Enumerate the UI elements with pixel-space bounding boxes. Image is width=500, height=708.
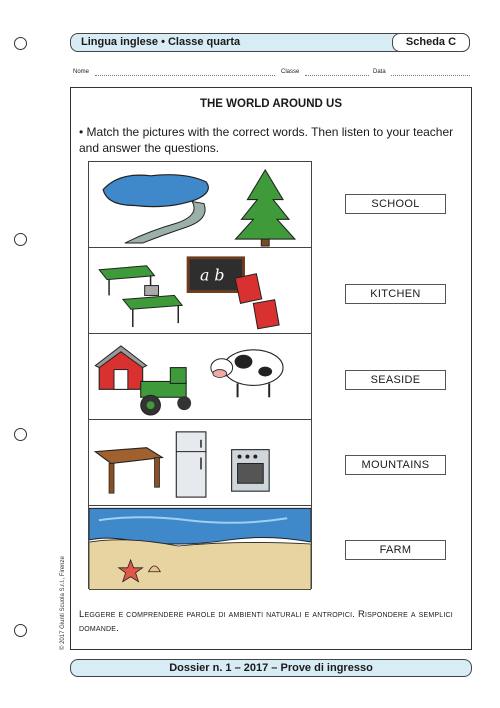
cow-icon (211, 350, 283, 397)
header-subject: Lingua inglese • Classe quarta (81, 36, 241, 48)
date-line[interactable] (391, 75, 470, 76)
picture-seaside[interactable] (89, 506, 311, 590)
class-label: Classe (281, 69, 300, 75)
binder-hole (14, 428, 27, 441)
class-line[interactable] (305, 75, 369, 76)
svg-text:a b: a b (200, 265, 225, 285)
word-box-farm[interactable]: FARM (345, 540, 446, 560)
picture-school[interactable] (89, 248, 311, 334)
barn-icon (95, 346, 146, 389)
tractor-icon (141, 368, 191, 415)
mountains-illustration (89, 162, 311, 247)
word-box-mountains[interactable]: MOUNTAINS (345, 455, 446, 475)
picture-column (88, 161, 312, 589)
date-label: Data (373, 69, 386, 75)
learning-objective: Leggere e comprendere parole di ambienti naturali e antropici. Rispondere a semplici domande. (79, 609, 453, 634)
name-label: Nome (73, 69, 90, 75)
copyright-note: © 2017 Giunti Scuola S.r.l., Firenze (60, 556, 66, 650)
word-box-seaside[interactable]: SEASIDE (345, 370, 446, 390)
picture-farm[interactable] (89, 334, 311, 420)
word-box-school[interactable]: SCHOOL (345, 194, 446, 214)
binder-hole (14, 624, 27, 637)
pine-tree-icon (236, 170, 295, 246)
kitchen-illustration (89, 420, 311, 505)
book-icon (235, 274, 279, 329)
river-icon (125, 202, 205, 244)
binder-hole (14, 37, 27, 50)
school-desk-icon (99, 266, 182, 327)
oven-icon (232, 450, 270, 492)
picture-kitchen[interactable] (89, 420, 311, 506)
sheet-label: Scheda C (392, 33, 470, 52)
binder-hole (14, 233, 27, 246)
sea-icon (89, 508, 311, 544)
chalkboard-icon (188, 258, 243, 292)
student-fields (73, 69, 470, 79)
picture-mountains[interactable] (89, 162, 311, 248)
fridge-icon (176, 432, 206, 497)
name-line[interactable] (95, 75, 275, 76)
worksheet (70, 87, 472, 650)
footer-bar: Dossier n. 1 – 2017 – Prove di ingresso (70, 659, 472, 677)
school-illustration (89, 248, 311, 333)
word-box-kitchen[interactable]: KITCHEN (345, 284, 446, 304)
instruction-text: • Match the pictures with the correct words. Then listen to your teacher and answer the questions. (79, 125, 454, 155)
worksheet-title: THE WORLD AROUND US (199, 98, 343, 110)
table-icon (95, 448, 162, 493)
seaside-illustration (89, 506, 311, 590)
header-bar (70, 33, 470, 52)
farm-illustration (89, 334, 311, 419)
